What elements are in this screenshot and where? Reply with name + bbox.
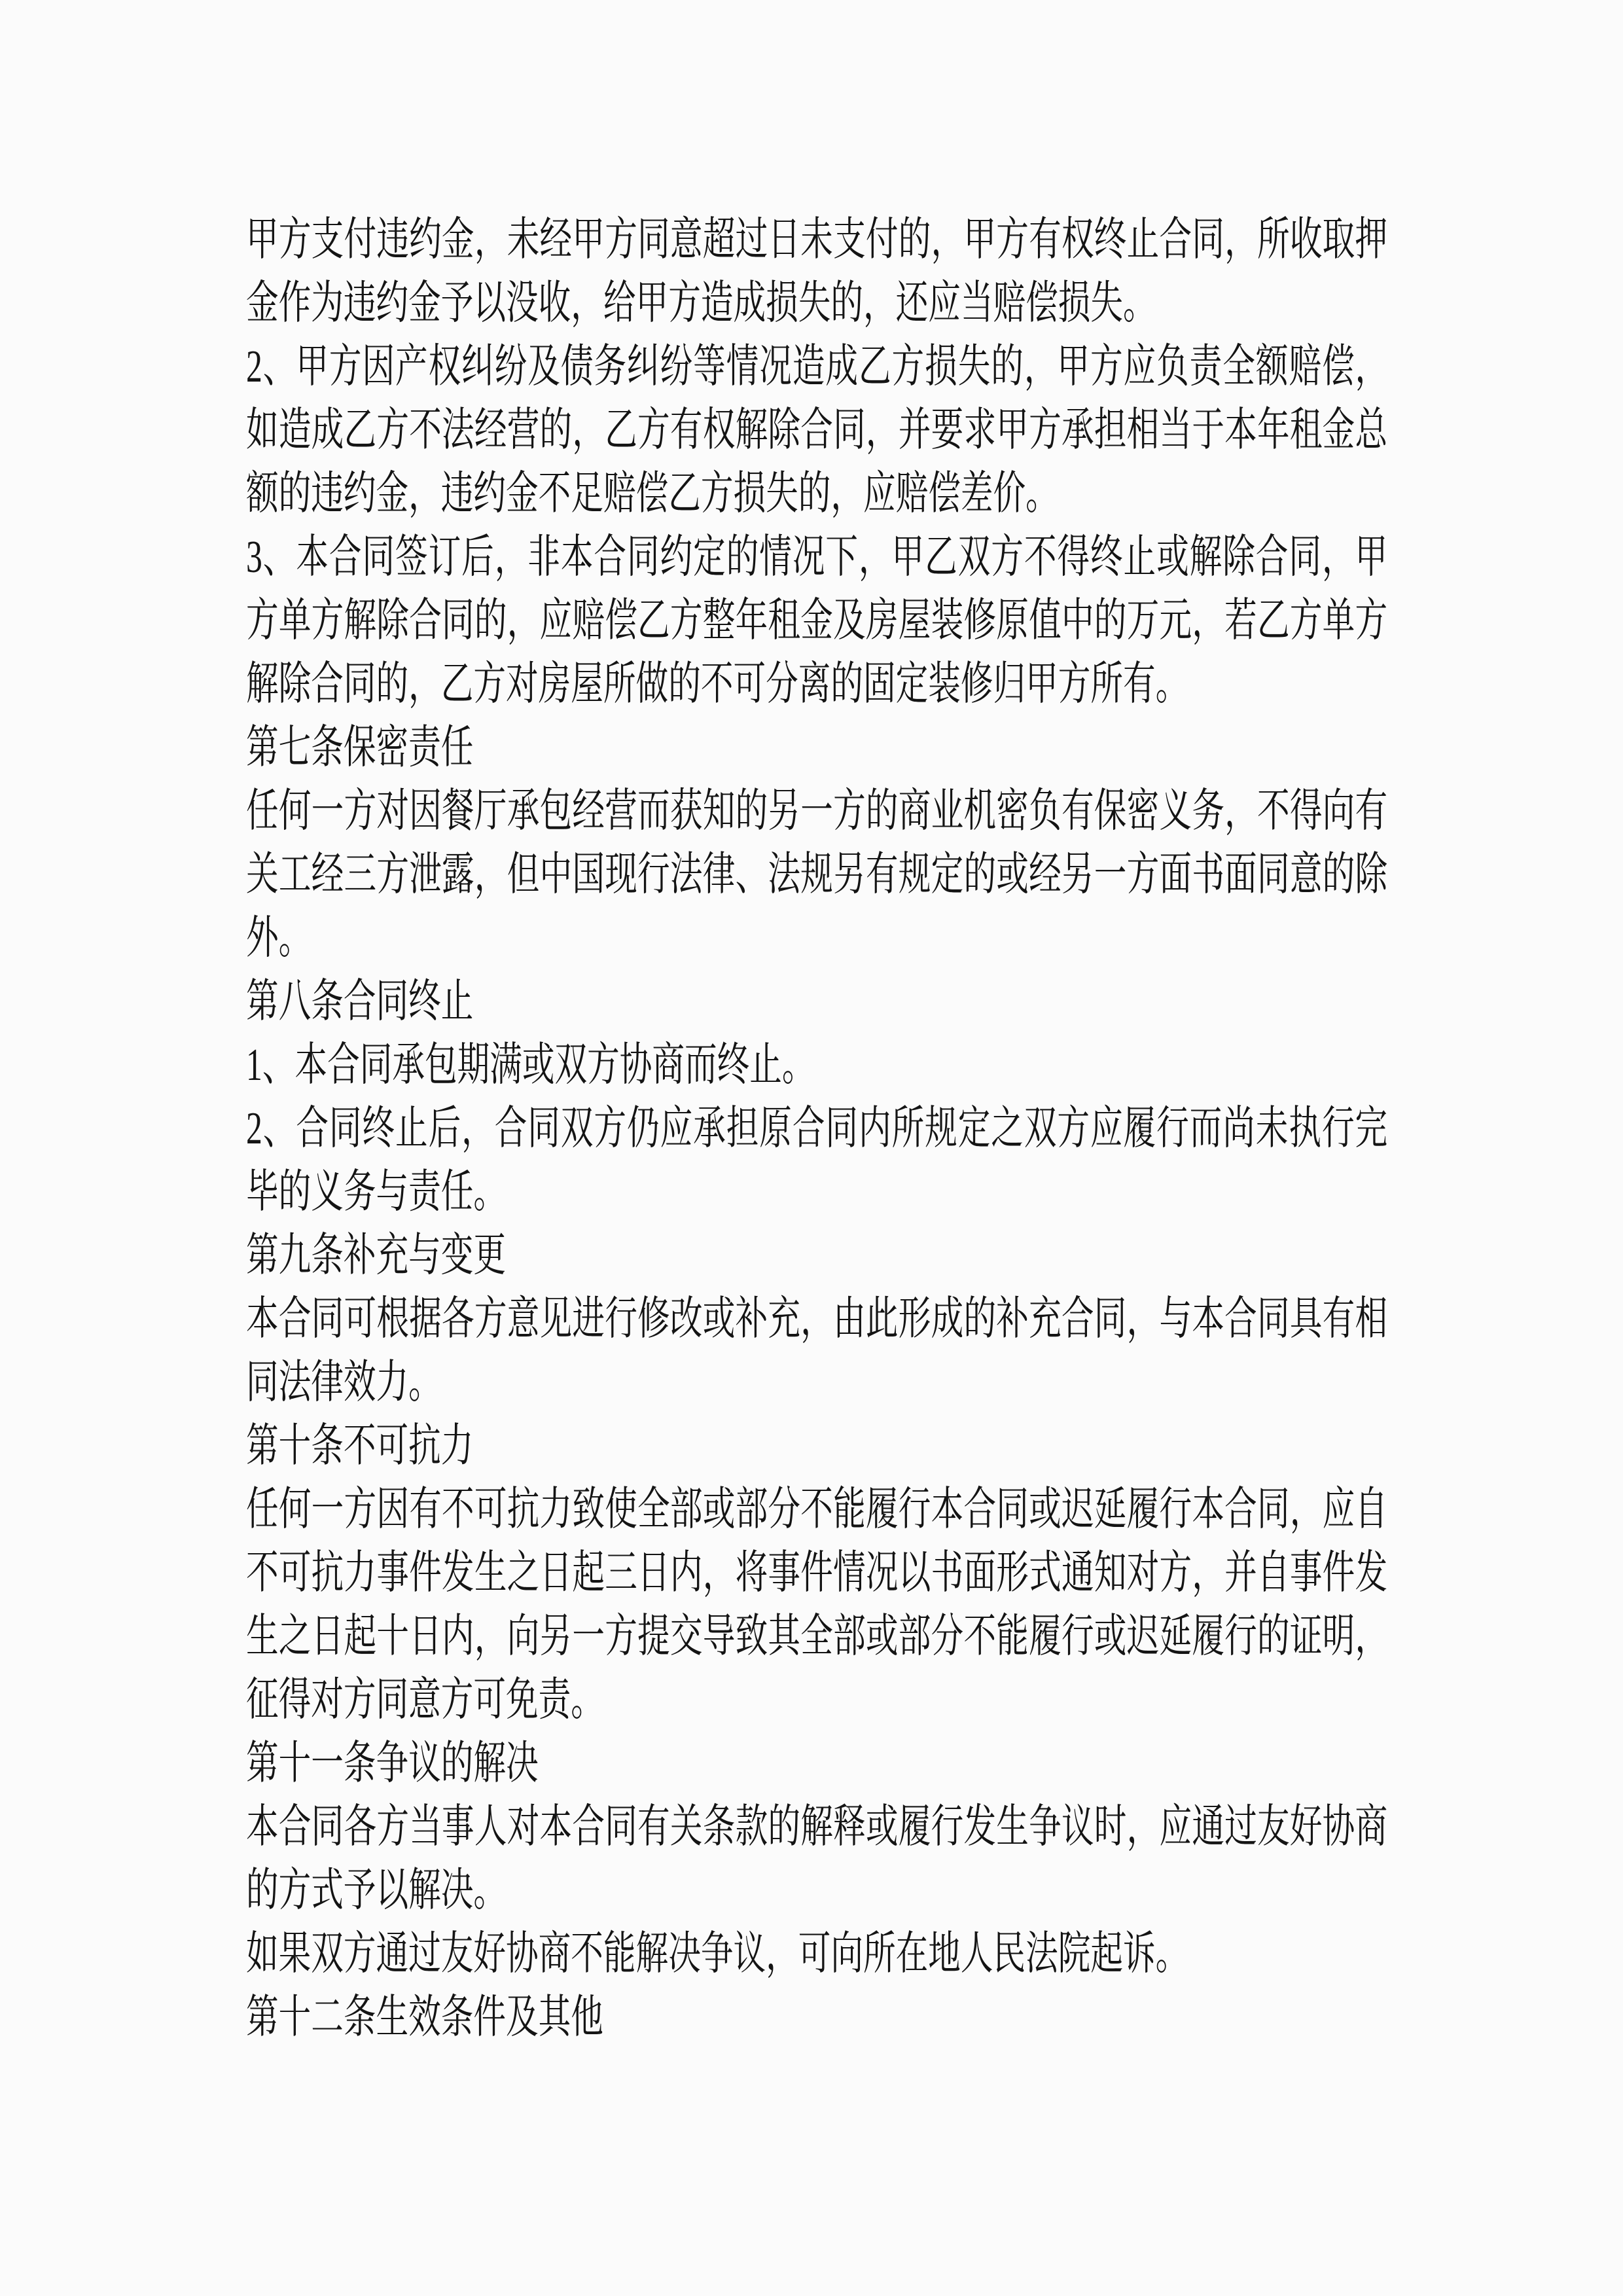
text-line: 征得对方同意方可免责。 [246,1675,603,1725]
text-line: 解除合同的，乙方对房屋所做的不可分离的固定装修归甲方所有。 [246,659,1188,709]
text-line: 同法律效力。 [246,1357,441,1408]
text-line: 外。 [246,913,312,963]
clause-heading: 第十一条争议的解决 [246,1738,539,1789]
text-line: 的方式予以解决。 [246,1865,507,1916]
text-line: 生之日起十日内，向另一方提交导致其全部或部分不能履行或迟延履行的证明， [246,1611,1388,1662]
text-line: 不可抗力事件发生之日起三日内，将事件情况以书面形式通知对方，并自事件发 [246,1548,1388,1598]
text-line: 本合同各方当事人对本合同有关条款的解释或履行发生争议时，应通过友好协商 [246,1802,1388,1852]
text-line: 金作为违约金予以没收，给甲方造成损失的，还应当赔偿损失。 [246,278,1156,329]
text-line: 如造成乙方不法经营的，乙方有权解除合同，并要求甲方承担相当于本年租金总 [246,405,1388,456]
contract-text-block [246,208,1387,2049]
text-line: 关工经三方泄露，但中国现行法律、法规另有规定的或经另一方面书面同意的除 [246,850,1388,900]
clause-heading: 第七条保密责任 [246,723,474,773]
text-line: 方单方解除合同的，应赔偿乙方整年租金及房屋装修原值中的万元，若乙方单方 [246,596,1388,646]
text-line: 3、本合同签订后，非本合同约定的情况下，甲乙双方不得终止或解除合同，甲 [246,532,1388,583]
text-line: 2、甲方因产权纠纷及债务纠纷等情况造成乙方损失的，甲方应负责全额赔偿， [246,342,1388,392]
clause-heading: 第十二条生效条件及其他 [246,1992,603,2043]
clause-heading: 第十条不可抗力 [246,1421,474,1471]
text-line: 甲方支付违约金，未经甲方同意超过日未支付的，甲方有权终止合同，所收取押 [246,215,1388,265]
text-line: 1、本合同承包期满或双方协商而终止。 [246,1040,815,1090]
text-line: 任何一方对因餐厅承包经营而获知的另一方的商业机密负有保密义务，不得向有 [246,786,1388,836]
text-line: 额的违约金，违约金不足赔偿乙方损失的，应赔偿差价。 [246,469,1058,519]
text-line: 任何一方因有不可抗力致使全部或部分不能履行本合同或迟延履行本合同，应自 [246,1484,1388,1535]
clause-heading: 第八条合同终止 [246,977,474,1027]
text-line: 本合同可根据各方意见进行修改或补充，由此形成的补充合同，与本合同具有相 [246,1294,1388,1344]
text-line: 如果双方通过友好协商不能解决争议，可向所在地人民法院起诉。 [246,1929,1188,1979]
text-line: 2、合同终止后，合同双方仍应承担原合同内所规定之双方应履行而尚未执行完 [246,1103,1388,1154]
clause-heading: 第九条补充与变更 [246,1230,507,1281]
text-line: 毕的义务与责任。 [246,1167,507,1217]
